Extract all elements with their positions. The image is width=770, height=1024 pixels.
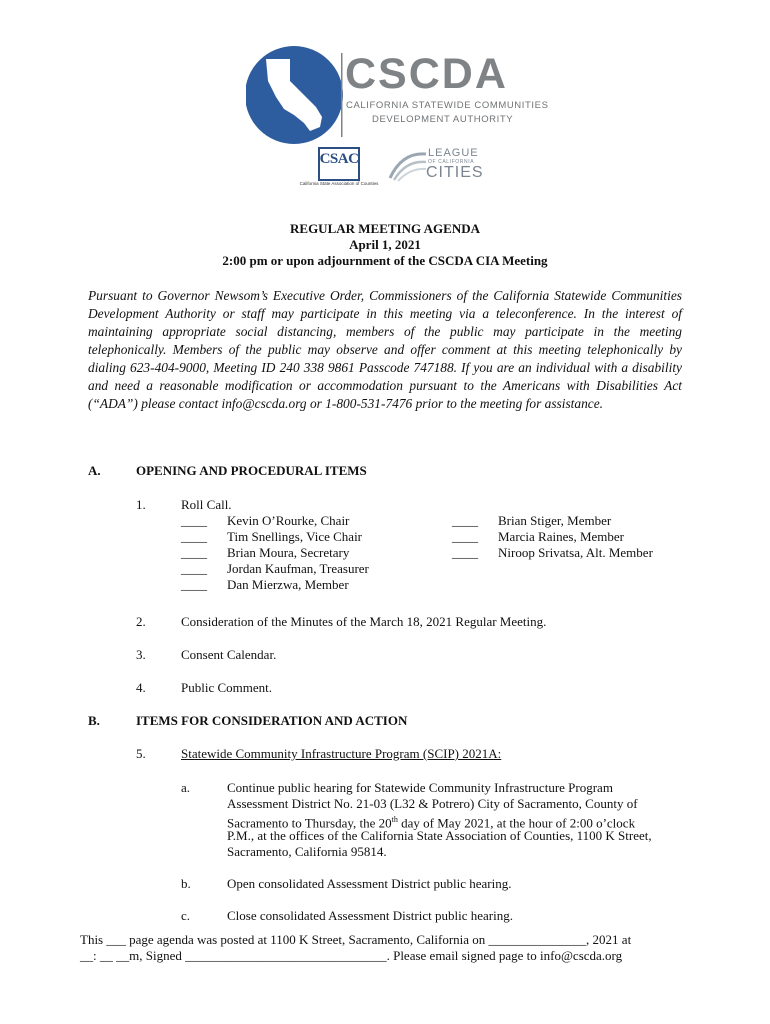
cscda-brand-text: CSCDA xyxy=(345,50,508,98)
roll-call-blank: ____ xyxy=(181,545,207,560)
posting-notice-line1: This ___ page agenda was posted at 1100 K Street, Sacramento, California on _______________, 2021 at xyxy=(80,932,632,947)
sub-item-a-letter: a. xyxy=(181,780,191,795)
item-3-text: Consent Calendar. xyxy=(181,647,277,662)
sub-item-c-letter: c. xyxy=(181,908,191,923)
roll-call-member: Kevin O’Rourke, Chair xyxy=(227,513,350,528)
roll-call-member: Brian Moura, Secretary xyxy=(227,545,350,560)
sub-item-c-text: Close consolidated Assessment District public hearing. xyxy=(227,908,513,923)
sub-item-a-line3-sup: th xyxy=(391,815,398,824)
sub-item-a-line3-pre: Sacramento to Thursday, the 20 xyxy=(227,815,392,831)
roll-call-blank: ____ xyxy=(181,513,207,528)
roll-call-label: Roll Call. xyxy=(181,497,232,512)
logo-divider xyxy=(341,53,343,137)
league-logo-line2: OF CALIFORNIA xyxy=(428,159,475,165)
sub-item-a-line3-post: day of May 2021, at the hour of 2:00 o’clock xyxy=(397,815,636,831)
item-3-number: 3. xyxy=(136,647,146,662)
sub-item-a-line: P.M., at the offices of the California State Association of Counties, 1100 K Street, xyxy=(227,828,652,843)
sub-item-a-line: Assessment District No. 21-03 (L32 & Potrero) City of Sacramento, County of xyxy=(227,796,638,811)
item-5-text xyxy=(181,746,501,762)
agenda-title: REGULAR MEETING AGENDA xyxy=(290,221,480,236)
section-b-heading: ITEMS FOR CONSIDERATION AND ACTION xyxy=(136,713,408,728)
csac-logo-mark: CSAC xyxy=(319,151,359,167)
roll-call-blank: ____ xyxy=(452,529,478,544)
item-4-number: 4. xyxy=(136,680,146,695)
sub-item-b-letter: b. xyxy=(181,876,191,891)
agenda-date: April 1, 2021 xyxy=(349,237,421,252)
roll-call-member: Niroop Srivatsa, Alt. Member xyxy=(498,545,653,560)
section-b-letter: B. xyxy=(88,713,100,728)
teleconference-notice: Pursuant to Governor Newsom’s Executive Order, Commissioners of the California Statewide Communities Development Authority or staff may participate in this meeting via a teleconference. In the interest of maintaining appropriate social distancing, members of the public may participate in the meeting telephonically. Members of the public may observe and offer comment at this meeting telephonically by dialing 623-404-9000, Meeting ID 240 338 9861 Passcode 747188. If you are an individual with a disability and need a reasonable modification or accommodation pursuant to the Americans with Disabilities Act (“ADA”) please contact info@cscda.org or 1-800-531-7476 prior to the meeting for assistance. xyxy=(88,288,682,411)
posting-notice-line2: __: __ __m, Signed _______________________________. Please email signed page to info@cscda.org xyxy=(80,948,623,963)
item-2-number: 2. xyxy=(136,614,146,629)
roll-call-member: Brian Stiger, Member xyxy=(498,513,612,528)
item-4-text: Public Comment. xyxy=(181,680,272,695)
league-logo-line3: CITIES xyxy=(426,164,484,181)
roll-call-member: Dan Mierzwa, Member xyxy=(227,577,349,592)
sub-item-a-line: Continue public hearing for Statewide Community Infrastructure Program xyxy=(227,780,613,795)
roll-call-blank: ____ xyxy=(181,577,207,592)
cscda-subtitle-line1: CALIFORNIA STATEWIDE COMMUNITIES xyxy=(346,100,549,111)
item-5-underlined-title: Statewide Community Infrastructure Program (SCIP) 2021A: xyxy=(181,746,502,761)
item-1-number: 1. xyxy=(136,497,146,512)
roll-call-blank: ____ xyxy=(181,561,207,576)
sub-item-b-text: Open consolidated Assessment District public hearing. xyxy=(227,876,512,891)
roll-call-member: Tim Snellings, Vice Chair xyxy=(227,529,363,544)
roll-call-member: Jordan Kaufman, Treasurer xyxy=(227,561,369,576)
league-logo-line1: LEAGUE xyxy=(428,147,479,159)
sub-item-a-line: Sacramento, California 95814. xyxy=(227,844,387,859)
csac-logo-caption: California State Association of Counties xyxy=(299,181,379,186)
agenda-time: 2:00 pm or upon adjournment of the CSCDA CIA Meeting xyxy=(222,253,548,268)
section-a-letter: A. xyxy=(88,463,101,478)
roll-call-blank: ____ xyxy=(181,529,207,544)
roll-call-blank: ____ xyxy=(452,545,478,560)
cscda-subtitle-line2: DEVELOPMENT AUTHORITY xyxy=(372,114,514,125)
roll-call-member: Marcia Raines, Member xyxy=(498,529,624,544)
item-5-number: 5. xyxy=(136,746,146,761)
section-a-heading: OPENING AND PROCEDURAL ITEMS xyxy=(136,463,367,478)
league-swoosh-icon xyxy=(388,148,428,182)
item-2-text: Consideration of the Minutes of the March 18, 2021 Regular Meeting. xyxy=(181,614,547,629)
roll-call-blank: ____ xyxy=(452,513,478,528)
